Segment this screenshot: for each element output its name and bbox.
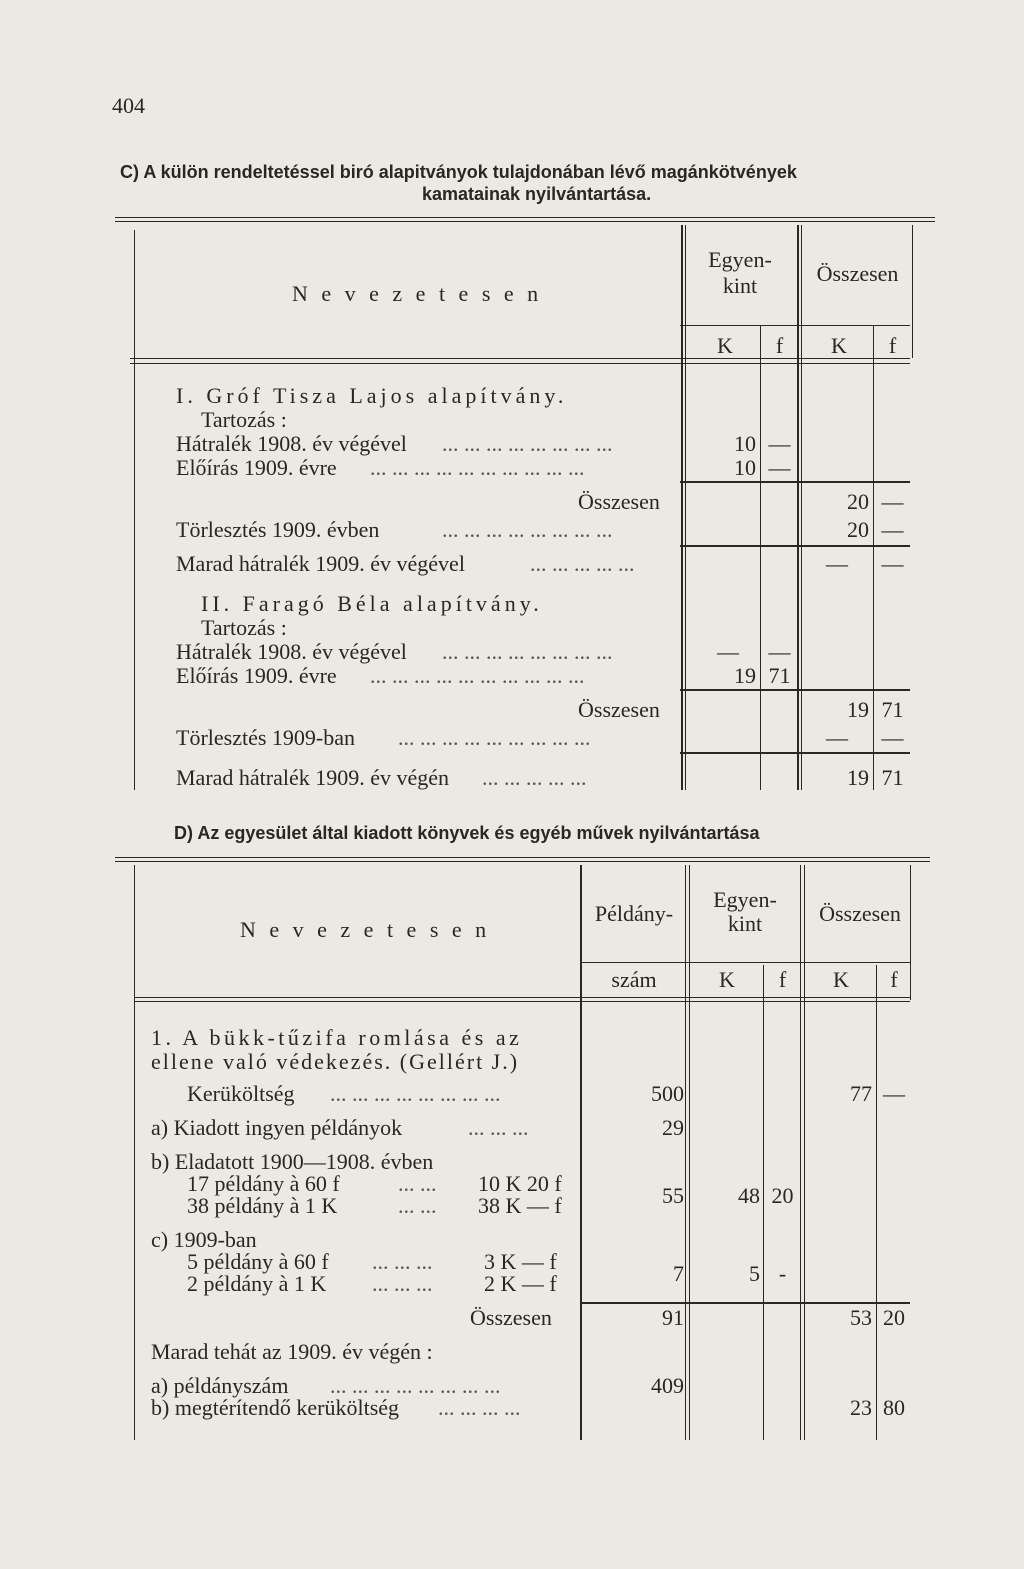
a-label: a) Kiadott ingyen példányok [151, 1115, 403, 1140]
d-header-copies-2: szám [611, 967, 657, 992]
b-copies: 55 [662, 1183, 684, 1208]
foundation-2-arrears-f: — [768, 639, 791, 664]
d-header-name: N e v e z e t e s e n [240, 917, 491, 942]
foundation-1-debt-label: Tartozás : [201, 407, 287, 432]
page-number: 404 [112, 93, 145, 118]
foundation-2-paid-f: — [881, 725, 904, 750]
foundation-2-title: II. Faragó Béla alapítvány. [201, 591, 543, 616]
foundation-2-remain-f: 71 [881, 765, 904, 790]
ra-dots: ... ... ... ... ... ... ... ... [330, 1373, 501, 1398]
cost-f: — [883, 1081, 905, 1106]
foundation-1-arrears-label: Hátralék 1908. év végével [176, 431, 407, 456]
foundation-2-arrears-label: Hátralék 1908. év végével [176, 639, 407, 664]
foundation-1-paid-k: 20 [847, 517, 869, 542]
foundation-1-levy-f: — [768, 455, 791, 480]
foundation-2-sum-k: 19 [847, 697, 869, 722]
d-header-total: Összesen [819, 901, 901, 926]
foundation-2-levy-label: Előírás 1909. évre [176, 663, 337, 688]
b-label: b) Eladatott 1900—1908. évben [151, 1149, 434, 1174]
header-unit: Egyen- [708, 247, 772, 272]
d-sum-k: 53 [850, 1305, 872, 1330]
book-title-2: ellene való védekezés. (Gellért J.) [151, 1049, 520, 1074]
header-unit-k: K [717, 333, 733, 358]
b-line1: 17 példány à 60 f [187, 1171, 340, 1196]
foundation-2-debt-label: Tartozás : [201, 615, 287, 640]
foundation-1-title: I. Gróf Tisza Lajos alapítvány. [176, 383, 568, 408]
c-label: c) 1909-ban [151, 1227, 257, 1252]
rb-f: 80 [883, 1395, 905, 1420]
c-line2: 2 példány à 1 K [187, 1271, 327, 1296]
header-unit-2: kint [722, 273, 758, 298]
rb-label: b) megtérítendő kerüköltség [151, 1395, 400, 1420]
c-line1-dots: ... ... ... [372, 1249, 433, 1274]
b-line2-amt: 38 K — f [478, 1193, 562, 1218]
foundation-2-remain-k: 19 [847, 765, 869, 790]
d-header-unit: Egyen- [713, 887, 777, 912]
d-header-total-f: f [890, 967, 898, 992]
d-header-unit-k: K [719, 967, 735, 992]
a-dots: ... ... ... [468, 1115, 529, 1140]
rb-k: 23 [850, 1395, 872, 1420]
header-total-k: K [831, 333, 847, 358]
c-line2-dots: ... ... ... [372, 1271, 433, 1296]
b-line1-amt: 10 K 20 f [478, 1171, 562, 1196]
header-total: Összesen [816, 261, 899, 286]
b-line2: 38 példány à 1 K [187, 1193, 338, 1218]
foundation-2-paid-k: — [826, 725, 848, 750]
b-k: 48 [738, 1183, 760, 1208]
foundation-1-arrears-dots: ... ... ... ... ... ... ... ... [442, 431, 613, 456]
foundation-1-sum-label: Összesen [578, 489, 660, 514]
book-title-1: 1. A bükk-tűzifa romlása és az [151, 1025, 523, 1050]
foundation-1-levy-label: Előírás 1909. évre [176, 455, 337, 480]
foundation-2-levy-k: 19 [734, 663, 756, 688]
foundation-1-arrears-f: — [768, 431, 791, 456]
foundation-1-levy-dots: ... ... ... ... ... ... ... ... ... ... [370, 455, 585, 480]
ra-label: a) példányszám [151, 1373, 289, 1398]
foundation-2-paid-label: Törlesztés 1909-ban [176, 725, 355, 750]
cost-copies: 500 [651, 1081, 684, 1106]
section-c-title-line1: C) A külön rendeltetéssel biró alapitványok tulajdonában lévő magánkötvények [120, 162, 797, 182]
foundation-1-arrears-k: 10 [734, 431, 756, 456]
d-header-copies: Példány- [594, 901, 674, 926]
d-header-unit-2: kint [727, 911, 763, 936]
foundation-1-paid-f: — [881, 517, 904, 542]
c-copies: 7 [673, 1261, 684, 1286]
foundation-1-levy-k: 10 [734, 455, 756, 480]
foundation-1-sum-f: — [881, 489, 904, 514]
foundation-1-remain-f: — [881, 551, 904, 576]
foundation-1-remain-label: Marad hátralék 1909. év végével [176, 551, 465, 576]
foundation-2-arrears-k: — [717, 639, 739, 664]
foundation-1-remain-k: — [826, 551, 848, 576]
b-f: 20 [771, 1183, 794, 1208]
header-unit-f: f [775, 333, 784, 358]
c-line2-amt: 2 K — f [484, 1271, 557, 1296]
section-d-title: D) Az egyesület által kiadott könyvek és egyéb művek nyilvántartása [174, 823, 760, 843]
d-header-unit-f: f [778, 967, 787, 992]
foundation-1-paid-label: Törlesztés 1909. évben [176, 517, 380, 542]
ra-copies: 409 [651, 1373, 684, 1398]
d-sum-copies: 91 [662, 1305, 684, 1330]
foundation-2-sum-label: Összesen [578, 697, 660, 722]
d-remain-label: Marad tehát az 1909. év végén : [151, 1339, 433, 1364]
foundation-1-remain-dots: ... ... ... ... ... [530, 551, 635, 576]
d-sum-label: Összesen [470, 1305, 552, 1330]
c-line1-amt: 3 K — f [484, 1249, 557, 1274]
header-name: N e v e z e t e s e n [292, 281, 543, 306]
foundation-2-sum-f: 71 [881, 697, 904, 722]
d-header-total-k: K [833, 967, 849, 992]
b-line2-dots: ... ... [398, 1193, 437, 1218]
foundation-2-levy-f: 71 [768, 663, 791, 688]
cost-label: Kerüköltség [187, 1081, 295, 1106]
foundation-2-remain-dots: ... ... ... ... ... [482, 765, 587, 790]
b-line1-dots: ... ... [398, 1171, 437, 1196]
c-f: - [778, 1261, 787, 1286]
cost-dots: ... ... ... ... ... ... ... ... [330, 1081, 501, 1106]
c-k: 5 [749, 1261, 760, 1286]
rb-dots: ... ... ... ... [438, 1395, 521, 1420]
foundation-1-sum-k: 20 [847, 489, 869, 514]
a-copies: 29 [662, 1115, 684, 1140]
cost-k: 77 [850, 1081, 872, 1106]
c-line1: 5 példány à 60 f [187, 1249, 329, 1274]
foundation-2-levy-dots: ... ... ... ... ... ... ... ... ... ... [370, 663, 585, 688]
d-sum-f: 20 [883, 1305, 905, 1330]
foundation-2-arrears-dots: ... ... ... ... ... ... ... ... [442, 639, 613, 664]
foundation-1-paid-dots: ... ... ... ... ... ... ... ... [442, 517, 613, 542]
header-total-f: f [888, 333, 897, 358]
foundation-2-remain-label: Marad hátralék 1909. év végén [176, 765, 450, 790]
section-c-title-line2: kamatainak nyilvántartása. [422, 184, 652, 204]
foundation-2-paid-dots: ... ... ... ... ... ... ... ... ... [398, 725, 591, 750]
